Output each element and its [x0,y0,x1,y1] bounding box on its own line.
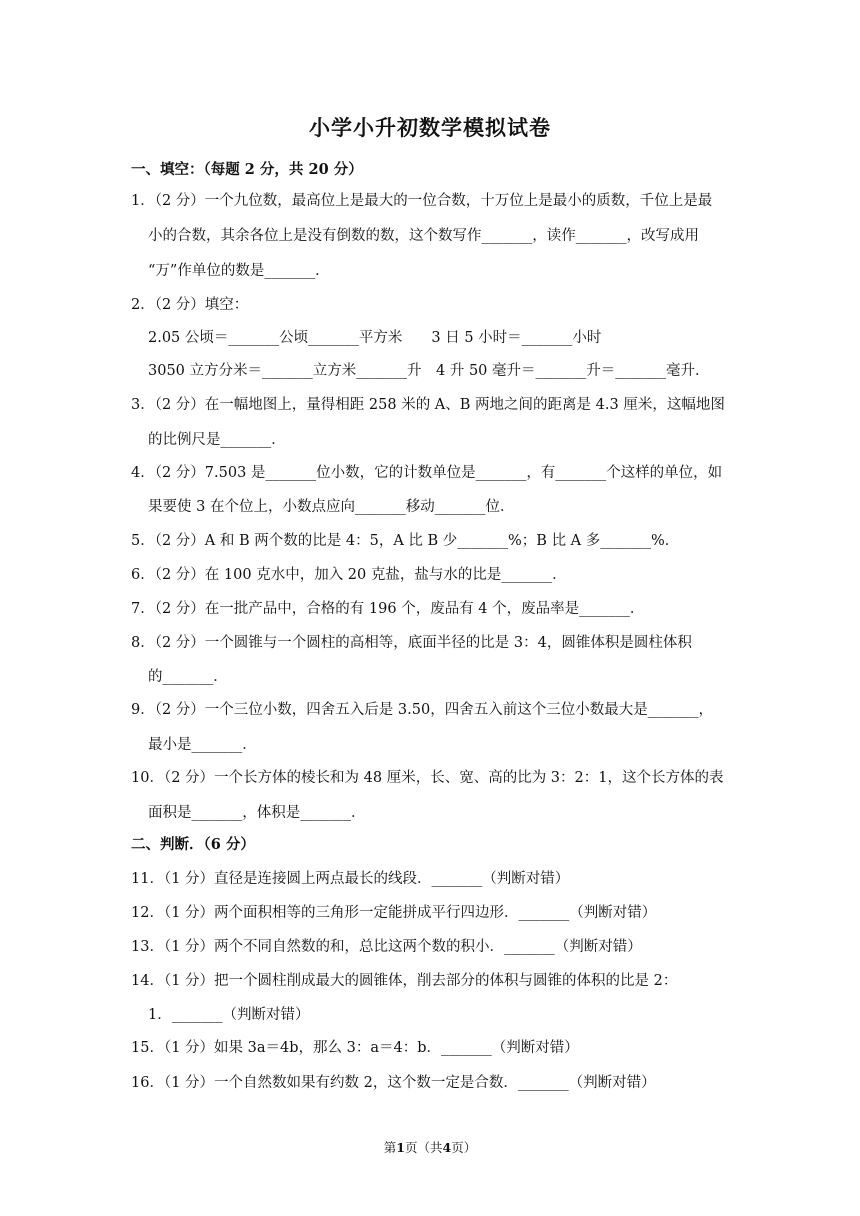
question-line: 6．（2 分）在 100 克水中，加入 20 克盐，盐与水的比是_______． [131,567,567,583]
question-line: 的比例尺是_______． [148,432,286,448]
question-line: 3050 立方分米＝_______立方米_______升 4 升 50 毫升＝_______升＝_______毫升． [148,363,710,379]
footer-total-pages: 4 [442,1140,452,1155]
section-heading-judge: 二、判断．（6 分） [131,836,255,853]
question-line: 1．_______（判断对错） [148,1007,310,1023]
question-line: 4．（2 分）7.503 是_______位小数，它的计数单位是_______，有_______个这样的单位，如 [131,465,723,481]
question-line: 16．（1 分）一个自然数如果有约数 2，这个数一定是合数．_______（判断对错） [131,1075,656,1091]
page-footer [0,1138,860,1156]
question-line: 2．（2 分）填空： [131,297,249,313]
question-line: 15．（1 分）如果 3a＝4b，那么 3：a＝4：b．_______（判断对错） [131,1040,579,1056]
question-line: 9．（2 分）一个三位小数，四舍五入后是 3.50，四舍五入前这个三位小数最大是_______， [131,702,713,718]
question-line: 的_______． [148,669,228,685]
footer-suffix: 页） [451,1140,477,1155]
question-line: 3．（2 分）在一幅地图上，量得相距 258 米的 A、B 两地之间的距离是 4.3 厘米，这幅地图 [131,397,725,413]
footer-middle: 页（共 [404,1140,443,1155]
question-line: 2.05 公顷＝_______公顷_______平方米 3 日 5 小时＝_______小时 [148,330,602,346]
question-line: 12．（1 分）两个面积相等的三角形一定能拼成平行四边形．_______（判断对错） [131,905,657,921]
section-heading-fill: 一、填空：（每题 2 分，共 20 分） [131,161,363,178]
question-line: 10．（2 分）一个长方体的棱长和为 48 厘米，长、宽、高的比为 3：2：1，这个长方体的表 [131,770,724,786]
question-line: 13．（1 分）两个不同自然数的和，总比这两个数的积小．_______（判断对错） [131,939,642,955]
question-line: 11．（1 分）直径是连接圆上两点最长的线段．_______（判断对错） [131,871,570,887]
footer-page-number: 1 [396,1140,405,1155]
question-line: 小的合数，其余各位上是没有倒数的数，这个数写作_______，读作_______，改写成用 [148,228,699,244]
question-line: 1．（2 分）一个九位数，最高位上是最大的一位合数，十万位上是最小的质数，千位上是最 [131,193,713,209]
question-line: 8．（2 分）一个圆锥与一个圆柱的高相等，底面半径的比是 3：4，圆锥体积是圆柱体积 [131,635,692,651]
question-line: 果要使 3 在个位上，小数点应向_______移动_______位． [148,499,515,515]
footer-prefix: 第 [383,1140,397,1155]
question-line: 14．（1 分）把一个圆柱削成最大的圆锥体，削去部分的体积与圆锥的体积的比是 2： [131,973,678,989]
question-line: 最小是_______． [148,737,257,753]
question-line: “万”作单位的数是_______． [148,263,330,279]
question-line: 面积是_______，体积是_______． [148,805,366,821]
question-line: 7．（2 分）在一批产品中，合格的有 196 个，废品有 4 个，废品率是_______． [131,601,645,617]
page-title: 小学小升初数学模拟试卷 [309,115,551,140]
question-line: 5．（2 分）A 和 B 两个数的比是 4：5，A 比 B 少_______%；B 比 A 多_______%． [131,533,680,549]
